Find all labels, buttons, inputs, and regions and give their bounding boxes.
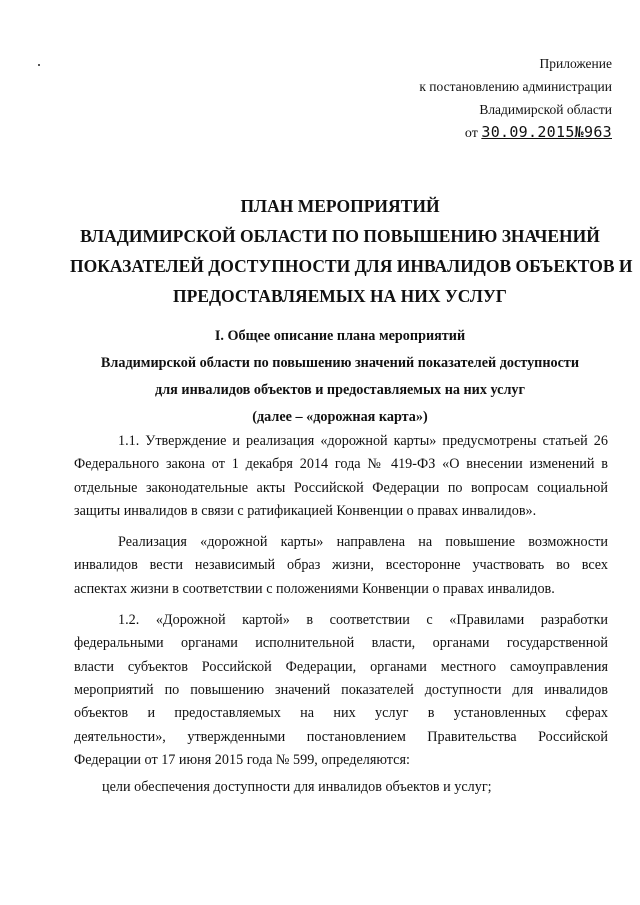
date-stamp: 30.09.2015 — [481, 123, 575, 141]
section-heading-line-3: для инвалидов объектов и предоставляемых на них услуг — [155, 382, 525, 398]
paragraph-goals — [74, 776, 608, 799]
title-line-2: ВЛАДИМИРСКОЙ ОБЛАСТИ ПО ПОВЫШЕНИЮ ЗНАЧЕНИЙ — [80, 226, 600, 246]
section-heading — [60, 323, 620, 431]
appendix-block — [419, 52, 612, 145]
section-heading-line-1: I. Общее описание плана мероприятий — [214, 328, 466, 344]
title-line-4: ПРЕДОСТАВЛЯЕМЫХ НА НИХ УСЛУГ — [173, 286, 507, 306]
text-line: 1.1. Утверждение и реализация «дорожной карты» предусмотрены статьей 26 — [118, 433, 608, 449]
title-line-1: ПЛАН МЕРОПРИЯТИЙ — [240, 196, 440, 216]
date-prefix: от — [464, 126, 478, 141]
appendix-decree-ref: к постановлению администрации — [419, 79, 612, 94]
text-line: отдельные законодательные акты Российской Федерации по вопросам социальной — [74, 479, 608, 496]
paragraph-1-2 — [74, 609, 608, 772]
text-line: защиты инвалидов в связи с ратификацией Конвенции о правах инвалидов». — [74, 502, 537, 519]
appendix-label: Приложение — [539, 56, 612, 71]
text-line: Реализация «дорожной карты» направлена на повышение возможности — [118, 534, 608, 551]
body-text — [74, 430, 608, 799]
scan-speck — [38, 64, 40, 66]
section-heading-line-2: Владимирской области по повышению значений показателей доступности — [100, 355, 580, 371]
text-line: Федерального закона от 1 декабря 2014 года № 419-ФЗ «О внесении изменений в — [74, 456, 608, 473]
section-heading-line-4: (далее – «дорожная карта») — [252, 409, 428, 425]
number-stamp: №963 — [574, 123, 612, 141]
text-line: объектов и предоставляемых на них услуг в установленных сферах — [74, 705, 608, 722]
text-line: цели обеспечения доступности для инвалидов объектов и услуг; — [102, 779, 492, 796]
paragraph-implementation — [74, 531, 608, 601]
appendix-date-line — [419, 121, 612, 145]
document-title — [70, 191, 633, 311]
text-line: мероприятий по повышению значений показателей доступности для инвалидов — [74, 681, 608, 698]
text-line: аспектах жизни в соответствии с положениями Конвенции о правах инвалидов. — [74, 580, 555, 597]
title-line-3: ПОКАЗАТЕЛЕЙ ДОСТУПНОСТИ ДЛЯ ИНВАЛИДОВ ОБЪЕКТОВ И — [70, 256, 633, 276]
text-line: федеральными органами исполнительной власти, органами государственной — [74, 635, 608, 652]
text-line: Федерации от 17 июня 2015 года № 599, определяются: — [74, 751, 410, 768]
text-line: инвалидов вести независимый образ жизни, всесторонне участвовать во всех — [74, 557, 608, 574]
text-line: деятельности», утвержденными постановлением Правительства Российской — [74, 728, 608, 745]
appendix-region: Владимирской области — [479, 102, 612, 117]
text-line: 1.2. «Дорожной картой» в соответствии с «Правилами разработки — [118, 612, 608, 629]
paragraph-1-1 — [74, 430, 608, 523]
text-line: власти субъектов Российской Федерации, органами местного самоуправления — [74, 658, 608, 675]
